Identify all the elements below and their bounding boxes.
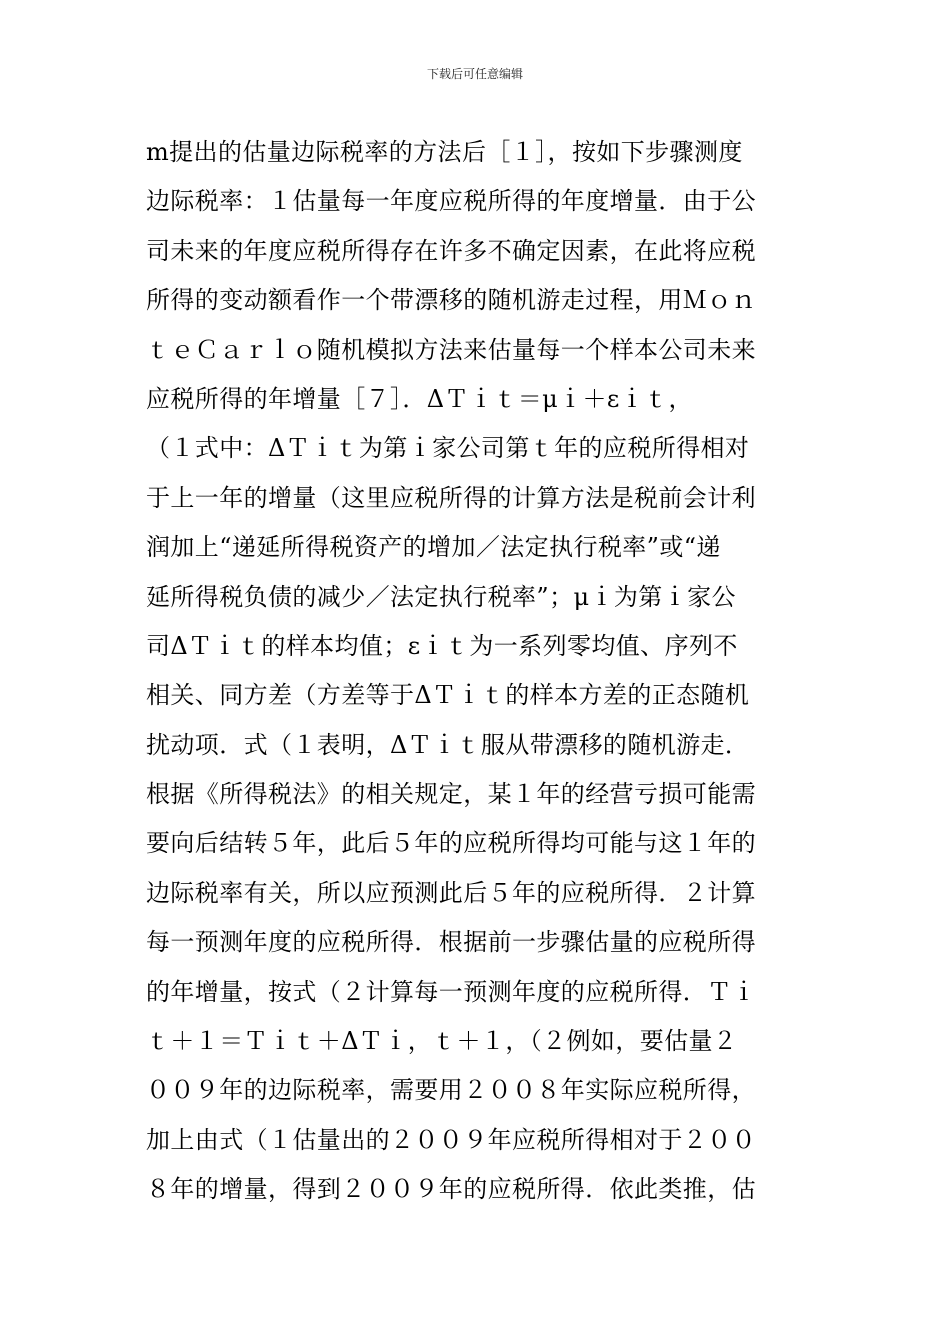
text-line: 润加上“递延所得税资产的增加／法定执行税率”或“递	[146, 533, 721, 562]
body-text	[146, 128, 806, 1215]
text-line: ００９年的边际税率，需要用２００８年实际应税所得，	[146, 1076, 756, 1105]
text-line: 边际税率有关，所以应预测此后５年的应税所得．２计算	[146, 878, 756, 907]
text-line: 的年增量，按式（２计算每一预测年度的应税所得．Ｔｉ	[146, 977, 756, 1006]
text-line: 延所得税负债的减少／法定执行税率”；μｉ为第ｉ家公	[146, 582, 736, 611]
text-line: 司未来的年度应税所得存在许多不确定因素，在此将应税	[146, 236, 756, 265]
text-line: 司ΔＴｉｔ的样本均值；εｉｔ为一系列零均值、序列不	[146, 631, 738, 660]
text-line: 于上一年的增量（这里应税所得的计算方法是税前会计利	[146, 483, 756, 512]
text-line: 相关、同方差（方差等于ΔＴｉｔ的样本方差的正态随机	[146, 681, 750, 710]
text-line: ８年的增量，得到２００９年的应税所得．依此类推，估	[146, 1175, 756, 1204]
text-line: 要向后结转５年，此后５年的应税所得均可能与这１年的	[146, 829, 756, 858]
page-header: 下载后可任意编辑	[426, 67, 523, 81]
text-line: 所得的变动额看作一个带漂移的随机游走过程，用Ｍｏｎ	[146, 286, 756, 315]
text-line: 扰动项．式（１表明，ΔＴｉｔ服从带漂移的随机游走．	[146, 730, 750, 759]
text-line: ｔｅＣａｒｌｏ随机模拟方法来估量每一个样本公司未来	[146, 335, 756, 364]
text-line: 每一预测年度的应税所得．根据前一步骤估量的应税所得	[146, 928, 756, 957]
text-line: ｔ＋１＝Ｔｉｔ＋ΔＴｉ，ｔ＋１，（２例如，要估量２	[146, 1027, 738, 1056]
text-line: 根据《所得税法》的相关规定，某１年的经营亏损可能需	[146, 780, 756, 809]
text-line: 加上由式（１估量出的２００９年应税所得相对于２００	[146, 1125, 756, 1154]
text-line: 边际税率：１估量每一年度应税所得的年度增量．由于公	[146, 187, 756, 216]
text-line: （１式中：ΔＴｉｔ为第ｉ家公司第ｔ年的应税所得相对	[146, 434, 750, 463]
text-line: 应税所得的年增量［７］．ΔＴｉｔ＝μｉ＋εｉｔ，	[146, 384, 693, 413]
text-line: m提出的估量边际税率的方法后［１］，按如下步骤测度	[146, 138, 743, 166]
